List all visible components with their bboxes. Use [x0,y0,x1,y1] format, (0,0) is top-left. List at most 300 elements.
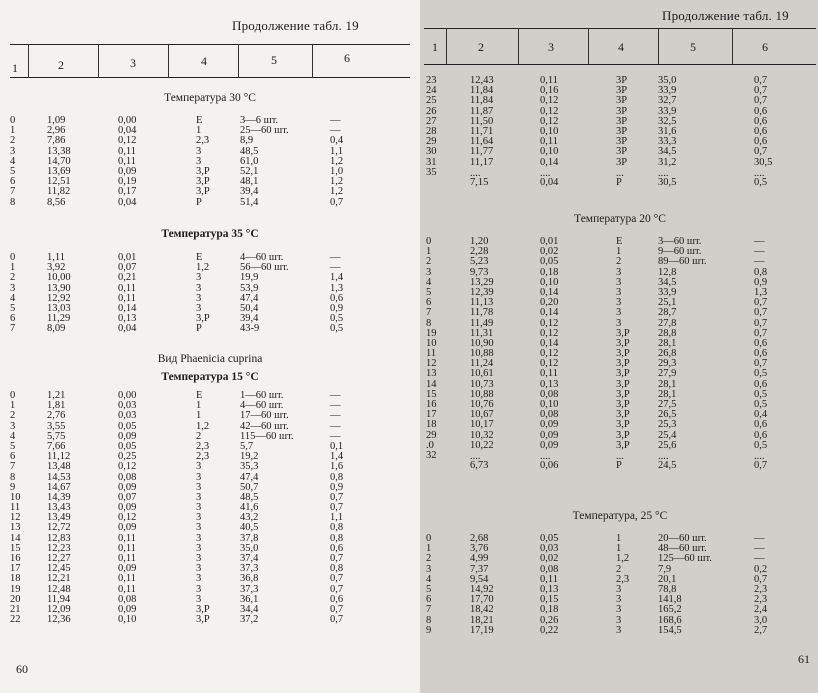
table-cell: 0,6 [754,378,768,390]
column-header: 3 [548,40,554,54]
table-cell: 11 [426,348,437,360]
table-cell: 4,99 [470,553,489,565]
table-cell: 3 [616,583,622,595]
table-cell: 0,6 [754,348,768,360]
table-cell: 0,11 [540,75,558,86]
table-cell: 3,Р [616,419,630,431]
table-cell: 5 [10,440,16,452]
table-cell: 35,3 [240,461,259,473]
table-cell: 5 [10,302,16,314]
table-cell: 3 [196,272,202,284]
table-cell: 26,5 [658,409,677,421]
table-cell: 33,9 [658,105,677,117]
table-cell: — [754,256,765,268]
table-cell: 0,7 [754,307,768,319]
table-cell: 28,8 [658,327,677,339]
table-cell: 0,7 [330,502,344,514]
table-cell: 10,32 [470,429,494,441]
table-cell: 0,04 [118,125,137,137]
table-cell: 3,Р [616,327,630,339]
table-cell: 115—60 шт. [240,430,294,442]
table-cell: 11,31 [470,327,494,339]
table-cell: 0,6 [330,542,344,554]
table-cell: 0,11 [118,542,136,554]
table-cell: .... 0,7 [754,450,768,471]
table-cell: 37,8 [240,532,259,544]
table-cell: 11,13 [470,297,494,309]
table-cell: 0,20 [540,297,559,309]
table-cell: 1,3 [330,282,344,294]
table-cell: — [754,246,765,258]
table-cell: 18 [426,419,437,431]
table-cell: 0,11 [118,282,136,294]
table-cell: 12,51 [47,176,71,188]
table-cell: 4—60 шт. [240,400,284,412]
table-cell: 3 [196,292,202,304]
table-cell: 3Р [616,115,628,127]
table-cell: 0,7 [754,85,768,97]
table-cell: 3,0 [754,614,768,626]
table-cell: 11,77 [470,146,494,158]
table-cell: 3,Р [616,358,630,370]
table-cell: 0,05 [118,420,137,432]
table-cell: 3Р [616,136,628,148]
table-cell: 1 [616,533,622,544]
table-cell: 1,2 [616,553,630,565]
table-cell: 2,3 [196,451,210,463]
table-cell: 34,4 [240,603,259,615]
table-cell: .... 30,5 [658,167,677,188]
table-cell: 10,67 [470,409,494,421]
table-cell: 9 [426,624,432,636]
table-cell: 0,08 [118,593,137,605]
table-cell: 1,1 [330,145,344,157]
column-divider [588,28,589,64]
table-cell: 25,4 [658,429,677,441]
table-cell: 32 [426,449,437,461]
table-cell: 13,90 [47,282,71,294]
table-cell: 0,5 [754,388,768,400]
section-title: Температура 35 °С [161,228,259,240]
column-divider [446,28,447,64]
table-cell: 0,7 [754,297,768,309]
table-cell: 0,7 [754,75,768,86]
table-cell: 0,03 [118,400,137,412]
table-cell: 12,8 [658,266,677,278]
table-cell: 0,4 [754,409,768,421]
column-header: 2 [478,40,484,54]
table-cell: 0,09 [118,430,137,442]
table-cell: — [330,252,341,263]
table-row [420,605,818,615]
table-cell: ... Р [616,450,624,471]
table-cell: 2,3 [754,583,768,595]
column-header: 6 [344,51,350,65]
table-cell: 0,02 [540,246,559,258]
table-row [420,158,818,168]
table-cell: 3,Р [616,439,630,451]
table-cell: 11,29 [47,313,71,325]
table-cell: 11,49 [470,317,494,329]
table-cell: 8 [10,196,16,208]
table-cell: 3 [196,461,202,473]
table-cell: 25—60 шт. [240,125,289,137]
table-cell: 2,68 [470,533,489,544]
column-header: 2 [58,58,64,72]
table-cell: — [330,125,341,137]
table-cell: 8 [10,471,16,483]
table-cell: 3 [196,145,202,157]
table-cell: 0,12 [540,317,559,329]
table-cell: 1 [10,400,16,412]
table-cell: 1,2 [330,176,344,188]
table-cell: 29 [426,136,437,148]
table-cell: 0,14 [540,337,559,349]
table-cell: 0,09 [540,429,559,441]
table-cell: 61,0 [240,155,259,167]
table-header-top-rule [424,28,816,29]
table-cell: 3,Р [616,368,630,380]
continuation-label: Продолжение табл. 19 [662,8,789,23]
right-page [420,0,818,693]
table-cell: 0,11 [118,532,136,544]
table-cell: 0,09 [118,165,137,177]
table-cell: 0,18 [540,604,559,616]
table-cell: 39,4 [240,186,259,198]
table-cell: 1,2 [196,420,210,432]
table-cell: 3,Р [616,409,630,421]
table-rows [420,534,818,636]
table-cell: 12 [10,512,21,524]
table-cell: 16 [426,399,437,410]
table-cell: 3 [196,573,202,585]
table-cell: 18 [10,573,21,585]
table-row [420,451,818,471]
table-cell: 3 [10,282,16,294]
table-cell: 3,92 [47,262,66,274]
table-cell: 1,2 [330,155,344,167]
table-cell: 4 [10,430,16,442]
table-cell: 0,25 [118,451,137,463]
table-cell: 1,0 [330,165,344,177]
table-cell: 12,48 [47,583,71,595]
table-cell: 19,2 [240,451,259,463]
table-cell: 13,29 [470,276,494,288]
table-cell: 11,94 [47,593,71,605]
table-cell: 12 [426,358,437,370]
table-cell: 3 [196,553,202,564]
table-cell: 1,2 [196,262,210,274]
table-cell: 31,6 [658,125,677,137]
section-title: Температура 15 °С [161,371,259,383]
table-cell: 37,3 [240,563,259,575]
table-cell: 22 [10,614,21,626]
table-cell: 51,4 [240,196,259,208]
table-cell: 0,09 [118,603,137,615]
table-cell: 0,09 [118,502,137,514]
table-cell: 0,08 [540,409,559,421]
table-cell: 3,Р [196,165,210,177]
table-cell: 3,55 [47,420,66,432]
table-cell: 2 [426,256,432,268]
table-cell: 33,3 [658,136,677,148]
table-cell: 0,11 [118,292,136,304]
table-cell: 3 [196,471,202,483]
table-cell: 10,76 [470,399,494,410]
table-cell: 3 [196,155,202,167]
table-cell: 1 [426,246,432,258]
table-cell: 0,6 [754,125,768,137]
table-cell: 28 [426,125,437,137]
section-title: Температура, 25 °С [572,510,668,522]
table-cell: 7,86 [47,135,66,147]
column-header: 4 [618,40,624,54]
table-cell: 0,12 [540,358,559,370]
table-cell: 3 [616,624,622,636]
table-cell: 0 [426,236,432,247]
table-cell: 141,8 [658,594,682,606]
table-cell: Е [196,115,203,126]
table-cell: 52,1 [240,165,259,177]
table-cell: 26 [426,105,437,117]
table-cell: 1 [616,246,622,258]
table-cell: 17 [10,563,21,575]
table-cell: 19,9 [240,272,259,284]
table-cell: 0,11 [118,155,136,167]
table-cell: 4 [10,292,16,304]
table-cell: 0,14 [540,156,559,168]
table-cell: 25,3 [658,419,677,431]
table-cell: 78,8 [658,583,677,595]
column-divider [238,44,239,78]
table-cell: 1 [616,543,622,555]
column-divider [658,28,659,64]
table-cell: 10,88 [470,388,494,400]
table-cell: 3Р [616,105,628,117]
table-cell: 0,8 [330,471,344,483]
table-cell: 3 [196,522,202,534]
table-cell: 13,49 [47,512,71,524]
table-cell: 20—60 шт. [658,533,707,544]
table-cell: 165,2 [658,604,682,616]
table-cell: 1,2 [330,186,344,198]
table-row [0,462,420,472]
table-cell: 10 [10,491,21,503]
table-cell: 0 [426,533,432,544]
table-cell: 4 [426,573,432,585]
table-cell: 3,Р [616,378,630,390]
table-cell: 8,09 [47,323,66,335]
table-cell: 0,12 [540,327,559,339]
table-cell: .... 0,5 [754,167,768,188]
table-cell: 0,7 [330,491,344,503]
table-cell: 11,50 [470,115,494,127]
table-cell: 14,70 [47,155,71,167]
table-cell: 0,12 [118,135,137,147]
table-cell: 13,03 [47,302,71,314]
table-cell: 0,6 [754,136,768,148]
table-cell: 50,7 [240,481,259,493]
table-cell: 0,05 [540,256,559,268]
table-cell: 2,3 [196,440,210,452]
table-cell: 168,6 [658,614,682,626]
table-cell: — [330,400,341,412]
table-cell: 8,9 [240,135,254,147]
table-cell: 3 [196,512,202,524]
table-cell: 32,5 [658,115,677,127]
table-cell: — [754,543,765,555]
table-cell: 3 [616,297,622,309]
table-cell: 89—60 шт. [658,256,707,268]
table-cell: 0,08 [540,388,559,400]
table-cell: 0,21 [118,272,137,284]
column-divider [168,44,169,78]
table-cell: 1,1 [330,512,344,524]
table-cell: 9—60 шт. [658,246,702,258]
table-cell: .... 7,15 [470,167,489,188]
table-cell: 11,84 [470,95,494,107]
table-cell: 0,09 [118,481,137,493]
table-cell: 3,Р [196,614,210,626]
table-cell: 1,11 [47,252,65,263]
table-cell: 11 [10,502,21,514]
table-cell: 39,4 [240,313,259,325]
table-cell: 20 [10,593,21,605]
table-cell: 3Р [616,156,628,168]
table-cell: 35,0 [240,542,259,554]
table-cell: 40,5 [240,522,259,534]
table-row [420,168,818,188]
table-cell: 31 [426,156,437,168]
table-cell: 48,5 [240,145,259,157]
table-cell: 8 [426,317,432,329]
table-cell: 13 [426,368,437,380]
table-cell: 1 [10,125,16,137]
table-cell: 2,7 [754,624,768,636]
table-cell: 5 [426,286,432,298]
table-cell: Р [196,196,202,208]
table-cell: 0,7 [754,95,768,107]
table-cell: 12,09 [47,603,71,615]
table-cell: 3—6 шт. [240,115,279,126]
table-cell: 6 [426,297,432,309]
table-cell: 18,42 [470,604,494,616]
table-cell: 3,Р [616,337,630,349]
table-rows [420,76,818,188]
table-cell: 3,Р [196,603,210,615]
column-divider [518,28,519,64]
table-cell: Е [616,236,623,247]
table-cell: 0,7 [754,573,768,585]
table-cell: 11,12 [47,451,71,463]
table-cell: 34,5 [658,276,677,288]
table-cell: 1,4 [330,272,344,284]
table-cell: 12,23 [47,542,71,554]
table-cell: 2 [10,272,16,284]
table-cell: 0,03 [118,410,137,422]
table-cell: 11,64 [470,136,494,148]
table-cell: 0,10 [540,276,559,288]
table-rows [0,391,420,625]
table-cell: 3,Р [616,388,630,400]
table-cell: 3 [426,563,432,575]
table-cell: 48—60 шт. [658,543,707,555]
table-row [420,308,818,318]
table-cell: 3 [196,563,202,575]
table-cell: 9,54 [470,573,489,585]
table-cell: 0 [10,252,16,263]
table-cell: 3 [196,542,202,554]
table-cell: 27,9 [658,368,677,380]
table-cell: 0,7 [330,196,344,208]
table-cell: 27,8 [658,317,677,329]
table-cell: 14,67 [47,481,71,493]
table-cell: 3 [196,282,202,294]
table-cell: 6 [10,451,16,463]
table-cell: 2,3 [616,573,630,585]
table-cell: 33,9 [658,85,677,97]
table-cell: 1 [196,125,202,137]
table-row [0,615,420,625]
table-cell: 14,92 [470,583,494,595]
table-cell: 0,09 [118,522,137,534]
table-cell: 36,1 [240,593,259,605]
table-cell: 50,4 [240,302,259,314]
table-cell: 3—60 шт. [658,236,702,247]
column-divider [732,28,733,64]
column-header: 3 [130,56,136,70]
table-cell: 2 [10,135,16,147]
table-cell: — [754,236,765,247]
table-cell: 0,09 [540,419,559,431]
table-cell: 0,9 [330,481,344,493]
table-cell: 11,84 [470,85,494,97]
table-row [0,198,420,208]
table-row [420,441,818,451]
table-cell: .... 0,04 [540,167,559,188]
table-cell: 47,4 [240,471,259,483]
table-cell: 48,5 [240,491,259,503]
continuation-label: Продолжение табл. 19 [232,18,359,33]
table-row [0,324,420,334]
table-cell: 19 [426,327,437,339]
table-cell: 1,20 [470,236,489,247]
table-cell: 12,83 [47,532,71,544]
table-cell: 14 [426,378,437,390]
table-header-bottom-rule [424,64,816,65]
table-cell: 0,26 [540,614,559,626]
table-cell: 7,37 [470,563,489,575]
table-rows [0,253,420,335]
table-cell: 0,03 [540,543,559,555]
column-header: 5 [690,40,696,54]
column-header: 4 [201,54,207,68]
table-cell: 0,08 [118,471,137,483]
table-cell: 3 [10,420,16,432]
table-header-bottom-rule [10,77,410,78]
table-cell: 12,43 [470,75,494,86]
table-cell: 3Р [616,125,628,137]
table-cell: 1,6 [330,461,344,473]
table-cell: 0,17 [118,186,137,198]
table-cell: 0,00 [118,390,137,401]
table-cell: 3,Р [196,313,210,325]
table-cell: 21 [10,603,21,615]
section-title: Температура 20 °С [574,213,666,225]
table-cell: 3,Р [616,429,630,441]
table-cell: 5,75 [47,430,66,442]
table-cell: 41,6 [240,502,259,514]
